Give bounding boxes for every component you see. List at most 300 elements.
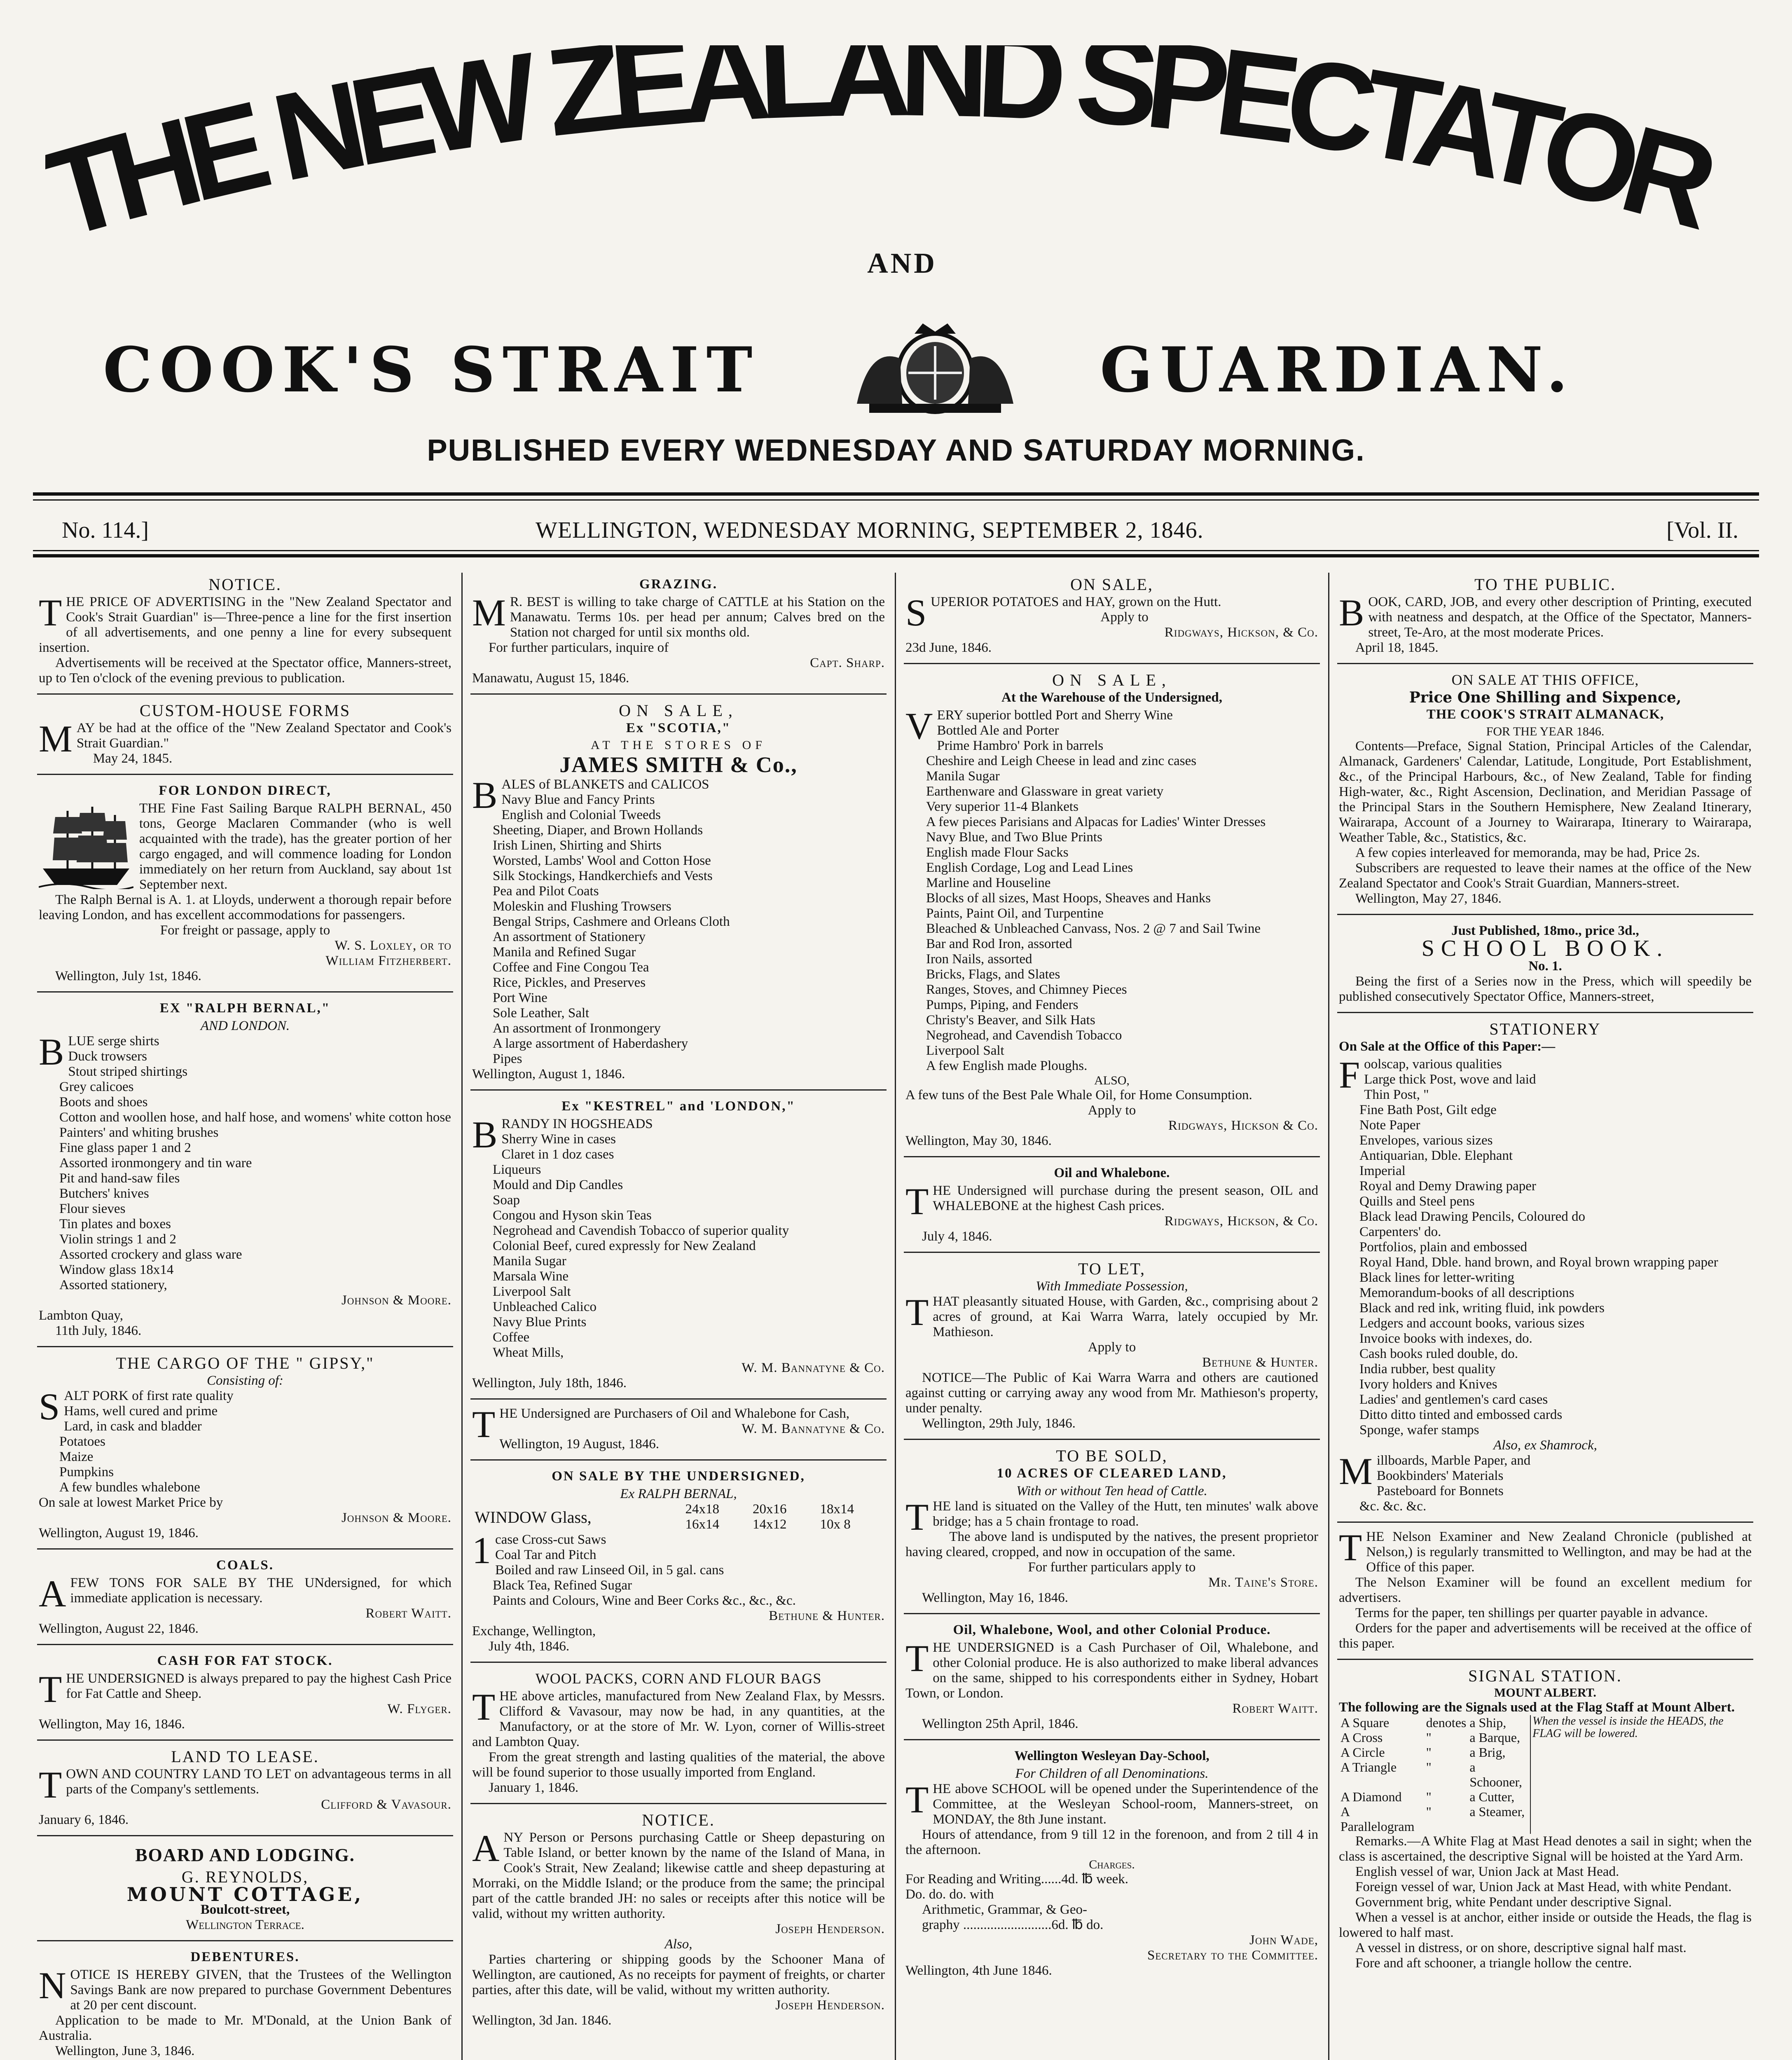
ad-apply: For freight or passage, apply to xyxy=(160,923,330,938)
list-item: Christy's Beaver, and Silk Hats xyxy=(926,1013,1095,1028)
ad-oil-purchasers xyxy=(470,1404,887,1461)
signal-shape: A Square xyxy=(1340,1715,1390,1730)
list-item: Cotton and woollen hose, and half hose, and womens' white cotton hose xyxy=(59,1110,451,1125)
ad-date: Wellington, June 3, 1846. xyxy=(55,2044,195,2058)
ad-wool-packs xyxy=(470,1667,887,1804)
list-item: Ladies' and gentlemen's card cases xyxy=(1359,1392,1548,1407)
list-item: Hams, well cured and prime xyxy=(64,1404,218,1419)
ad-heading: FOR LONDON DIRECT, xyxy=(159,783,332,798)
list-item: Marsala Wine xyxy=(493,1269,569,1284)
column-4 xyxy=(1337,573,1753,2060)
title-text: HE NEW ZEALAND SPECTATOR xyxy=(94,45,1733,243)
item-list xyxy=(472,1114,885,1360)
list-item: Paints and Colours, Wine and Beer Corks &c., &c., &c. xyxy=(493,1593,796,1608)
ad-body: THE Undersigned will purchase during the present season, OIL and WHALEBONE at the highest Cash prices. xyxy=(905,1180,1318,1222)
list-item: Carpenters' do. xyxy=(1359,1224,1441,1239)
list-item: Colonial Beef, cured expressly for New Zealand xyxy=(493,1238,756,1253)
ad-signature: Robert Waitt. xyxy=(1232,1701,1318,1716)
list-item: A few bundles whalebone xyxy=(59,1480,200,1495)
ad-body: The following are the Signals used at the Flag Staff at Mount Albert. xyxy=(1339,1700,1735,1715)
ad-year: FOR THE YEAR 1846. xyxy=(1486,725,1605,738)
ad-heading: Oil and Whalebone. xyxy=(1054,1166,1170,1180)
list-item: Quills and Steel pens xyxy=(1359,1194,1475,1209)
list-item: Sponge, wafer stamps xyxy=(1359,1423,1479,1437)
list-item: Pumpkins xyxy=(59,1465,114,1479)
ad-body: The above land is undisputed by the natives, the present proprietor having cleared, cropped, and now in occupation of the same. xyxy=(905,1529,1318,1559)
ad-london-direct xyxy=(37,779,453,993)
column-divider xyxy=(1328,573,1329,2060)
ad-heading: CUSTOM-HOUSE FORMS xyxy=(139,701,351,720)
item-list xyxy=(39,1388,452,1495)
signal-meaning: a Schooner, xyxy=(1469,1760,1522,1789)
list-item: Worsted, Lambs' Wool and Cotton Hose xyxy=(493,853,711,868)
ad-charges: Charges. xyxy=(1089,1858,1135,1871)
list-item: English Cordage, Log and Lead Lines xyxy=(926,860,1133,875)
ad-body: THE PRICE OF ADVERTISING in the "New Zealand Spectator and Cook's Strait Guardian" is—Three-pence a line for the first insertion of all advertisements, and one penny a line for every subsequent insertion. xyxy=(39,592,452,655)
ad-also: ALSO, xyxy=(1094,1074,1130,1087)
ad-on-sale-undersigned xyxy=(470,1465,887,1663)
list-item: Silk Stockings, Handkerchiefs and Vests xyxy=(493,868,713,883)
list-item: Manila Sugar xyxy=(926,769,1000,784)
ad-oil-whalebone xyxy=(904,1161,1320,1253)
list-item: Iron Nails, assorted xyxy=(926,952,1032,967)
ad-heading: TO THE PUBLIC. xyxy=(1474,575,1616,594)
ad-body: A few copies interleaved for memoranda, may be had, Price 2s. xyxy=(1355,845,1700,860)
ad-land-lease xyxy=(37,1745,453,1836)
ad-firm: JAMES SMITH & Co., xyxy=(559,752,798,777)
list-item: Bengal Strips, Cashmere and Orleans Cloth xyxy=(493,914,730,929)
ad-apply: Apply to xyxy=(1088,1103,1136,1118)
item-list xyxy=(472,774,885,1067)
dateline-rule-2 xyxy=(33,554,1759,557)
signal-word: " xyxy=(1426,1789,1432,1804)
ad-signature: Johnson & Moore. xyxy=(341,1293,452,1308)
ad-house: MOUNT COTTAGE, xyxy=(126,1883,364,1906)
ad-date: July 4, 1846. xyxy=(922,1229,992,1244)
list-item: India rubber, best quality xyxy=(1359,1362,1496,1376)
svg-text:THE NEW ZEALAND SPECTATOR xyxy=(45,45,1732,243)
ad-heading: TO BE SOLD, xyxy=(1056,1447,1168,1465)
ad-date: Wellington, 3d Jan. 1846. xyxy=(472,2013,612,2028)
ad-signature: Bethune & Hunter. xyxy=(1202,1355,1318,1370)
ad-body: NOTICE IS HEREBY GIVEN, that the Trustees of the Wellington Savings Bank are now prepared to purchase Government Debentures at 20 per cent discount. xyxy=(39,1964,452,2013)
ad-body: On sale at lowest Market Price by xyxy=(39,1495,223,1510)
ad-name: G. REYNOLDS, xyxy=(181,1868,309,1886)
list-item: Paints, Paint Oil, and Turpentine xyxy=(926,906,1104,921)
sailing-ship-icon xyxy=(39,803,133,889)
glass-size: 18x14 xyxy=(820,1502,854,1517)
glass-size: 14x12 xyxy=(753,1517,787,1532)
ad-date: Wellington, May 16, 1846. xyxy=(39,1717,185,1732)
list-item: Black and red ink, writing fluid, ink powders xyxy=(1359,1301,1605,1316)
ad-heading: GRAZING. xyxy=(639,577,718,592)
ad-body: TOWN AND COUNTRY LAND TO LET on advantageous terms in all parts of the Company's settlements. xyxy=(39,1764,452,1806)
ad-date: Wellington, 4th June 1846. xyxy=(905,1963,1052,1978)
list-item: VERY superior bottled Port and Sherry Wine xyxy=(905,705,1173,747)
list-item: Lard, in cask and bladder xyxy=(64,1419,202,1434)
ad-heading: SIGNAL STATION. xyxy=(1468,1667,1622,1685)
list-item: Liqueurs xyxy=(493,1162,541,1177)
signal-meaning: a Cutter, xyxy=(1469,1789,1515,1804)
signal-shape: A Parallelogram xyxy=(1340,1804,1415,1834)
list-item: Cheshire and Leigh Cheese in lead and zinc cases xyxy=(926,754,1197,768)
ad-colonial-produce xyxy=(904,1618,1320,1740)
ad-body: Subscribers are requested to leave their names at the office of the New Zealand Spectator and Cook's Strait Guardian, Manners-street. xyxy=(1339,861,1752,891)
list-item: Large thick Post, wove and laid xyxy=(1364,1072,1536,1087)
ad-heading: ON SALE, xyxy=(1070,575,1153,594)
ad-heading: Wellington Wesleyan Day-School, xyxy=(1014,1749,1209,1763)
ad-advertising-notice xyxy=(37,573,453,695)
ad-place: Exchange, Wellington, xyxy=(472,1624,596,1639)
ad-to-the-public xyxy=(1337,573,1753,664)
list-item: Bookbinders' Materials xyxy=(1376,1468,1504,1483)
ad-also: Also, ex Shamrock, xyxy=(1493,1438,1597,1453)
masthead xyxy=(0,0,1792,482)
list-item: Black lead Drawing Pencils, Coloured do xyxy=(1359,1209,1586,1224)
ad-to-let xyxy=(904,1257,1320,1440)
list-item: Foolscap, various qualities xyxy=(1339,1054,1502,1096)
ad-heading: Ex "KESTREL" and 'LONDON," xyxy=(561,1099,795,1114)
list-item: Boots and shoes xyxy=(59,1095,148,1110)
list-item: Mould and Dip Candles xyxy=(493,1177,623,1192)
ad-to-be-sold xyxy=(904,1444,1320,1614)
list-item: BRANDY IN HOGSHEADS xyxy=(472,1114,653,1156)
item-list xyxy=(905,705,1318,1074)
list-item: Flour sieves xyxy=(59,1201,126,1216)
ad-board-lodging xyxy=(37,1840,453,1941)
list-item: Stout striped shirtings xyxy=(68,1064,188,1079)
ad-body: THE above SCHOOL will be opened under the Superintendence of the Committee, at the Wesleyan School-room, Manners-street, on MONDAY, the 8th June instant. xyxy=(905,1779,1318,1827)
list-item: Envelopes, various sizes xyxy=(1359,1133,1493,1148)
ad-heading: ON SALE, xyxy=(619,701,738,720)
ad-title: SCHOOL BOOK. xyxy=(1421,936,1669,961)
signal-meaning: a Brig, xyxy=(1469,1745,1506,1760)
list-item: Coal Tar and Pitch xyxy=(495,1547,597,1562)
ad-subheading: On Sale at the Office of this Paper:— xyxy=(1339,1039,1556,1054)
ad-date: Wellington, August 19, 1846. xyxy=(39,1526,199,1540)
list-item: Duck trowsers xyxy=(68,1049,147,1064)
list-item: Navy Blue and Fancy Prints xyxy=(501,792,655,807)
ad-body: MAY be had at the office of the "New Zealand Spectator and Cook's Strait Guardian." xyxy=(39,718,452,760)
glass-size: 24x18 xyxy=(685,1502,720,1517)
ad-henderson-notice xyxy=(470,1808,887,2036)
ad-grazing xyxy=(470,573,887,695)
list-item: Assorted ironmongery and tin ware xyxy=(59,1156,252,1170)
list-item: Fine Bath Post, Gilt edge xyxy=(1359,1103,1497,1117)
signal-shape: A Circle xyxy=(1340,1745,1385,1760)
list-item: Painters' and whiting brushes xyxy=(59,1125,219,1140)
dateline xyxy=(49,517,1743,550)
ad-heading: CASH FOR FAT STOCK. xyxy=(157,1653,333,1668)
item-list xyxy=(472,1529,885,1608)
signal-row xyxy=(1339,1715,1752,1730)
list-item: Manila Sugar xyxy=(493,1254,566,1269)
list-item: Ditto ditto tinted and embossed cards xyxy=(1359,1407,1563,1422)
ad-title: THE COOK'S STRAIT ALMANACK, xyxy=(1426,707,1664,722)
ad-body: Foreign vessel of war, Union Jack at Mast Head, with white Pendant. xyxy=(1355,1880,1732,1894)
ad-body: THE Undersigned are Purchasers of Oil and Whalebone for Cash, xyxy=(472,1403,850,1445)
ad-body: THE above articles, manufactured from New Zealand Flax, by Messrs. Clifford & Vavasour, may now be had, in any quantities, at the Manufactory, or at the store of Mr. W. Lyon, corner of Willis-street and Lambton Quay. xyxy=(472,1686,885,1749)
ad-body: A vessel in distress, or on shore, descriptive signal half mast. xyxy=(1355,1941,1687,1955)
ad-signature: Secretary to the Committee. xyxy=(1147,1948,1318,1963)
issue-date: WELLINGTON, WEDNESDAY MORNING, SEPTEMBER 2, 1846. xyxy=(536,517,1204,543)
ad-body: English vessel of war, Union Jack at Mast Head. xyxy=(1355,1864,1619,1879)
ad-body: The Ralph Bernal is A. 1. at Lloyds, underwent a thorough repair before leaving London, and has excellent accommodations for passengers. xyxy=(39,892,452,922)
ad-date: January 1, 1846. xyxy=(489,1780,579,1795)
ad-body: For further particulars apply to xyxy=(1028,1560,1196,1575)
ad-scotia xyxy=(470,699,887,1091)
list-item: Butchers' knives xyxy=(59,1186,149,1201)
ad-subheading: Ex "SCOTIA," xyxy=(626,721,731,735)
list-item: Navy Blue Prints xyxy=(493,1315,587,1330)
ad-place: Lambton Quay, xyxy=(39,1308,123,1323)
list-item: Manila and Refined Sugar xyxy=(493,945,636,960)
signal-shape: A Diamond xyxy=(1340,1789,1402,1804)
ad-signature: William Fitzherbert. xyxy=(325,953,452,968)
list-item: Marline and Houseline xyxy=(926,876,1051,890)
item-list xyxy=(39,1031,452,1293)
ad-date: Wellington, 29th July, 1846. xyxy=(922,1416,1076,1431)
ad-warehouse xyxy=(904,668,1320,1157)
ad-heading: TO LET, xyxy=(1078,1259,1146,1278)
signal-word: denotes xyxy=(1426,1715,1467,1730)
ad-stationery xyxy=(1337,1017,1753,1523)
list-item: Royal and Demy Drawing paper xyxy=(1359,1179,1536,1194)
list-item: Pasteboard for Bonnets xyxy=(1376,1484,1504,1498)
issue-number: No. 114.] xyxy=(62,517,149,543)
ad-fee-row: For Reading and Writing......4d. ℔ week. xyxy=(905,1872,1129,1887)
list-item: Black Tea, Refined Sugar xyxy=(493,1578,632,1593)
list-item: Soap xyxy=(493,1193,520,1208)
list-item: Wheat Mills, xyxy=(493,1345,564,1360)
volume-number: [Vol. II. xyxy=(1666,517,1738,543)
ad-coals xyxy=(37,1554,453,1645)
list-item: 1case Cross-cut Saws xyxy=(472,1529,606,1571)
list-item: An assortment of Stationery xyxy=(493,929,646,944)
ad-signature: Ridgways, Hickson, & Co. xyxy=(1164,625,1318,640)
list-item: English made Flour Sacks xyxy=(926,845,1069,860)
list-item: Bottled Ale and Porter xyxy=(937,723,1059,738)
list-item: Pea and Pilot Coats xyxy=(493,884,599,899)
list-item: Claret in 1 doz cases xyxy=(501,1147,614,1162)
ad-body: Being the first of a Series now in the Press, which will speedily be published consecutively Spectator Office, Manners-street, xyxy=(1339,974,1752,1004)
ad-subheading: For Children of all Denominations. xyxy=(1015,1766,1209,1781)
list-item: SALT PORK of first rate quality xyxy=(39,1386,234,1428)
list-item: Bricks, Flags, and Slates xyxy=(926,967,1060,982)
ad-heading: BOARD AND LODGING. xyxy=(135,1845,355,1865)
title-arc xyxy=(45,45,1747,243)
ad-date: Wellington, May 30, 1846. xyxy=(905,1133,1052,1148)
ad-subheading: At the Warehouse of the Undersigned, xyxy=(1001,690,1222,705)
ad-kestrel xyxy=(470,1095,887,1400)
ad-body: Application to be made to Mr. M'Donald, at the Union Bank of Australia. xyxy=(39,2013,452,2043)
ad-fee-row: graphy ..........................6d. ℔ do. xyxy=(922,1917,1104,1932)
ad-date: Wellington, July 18th, 1846. xyxy=(472,1376,627,1390)
ad-heading: ON SALE AT THIS OFFICE, xyxy=(1451,672,1639,688)
ad-body: The Nelson Examiner will be found an excellent medium for advertisers. xyxy=(1339,1575,1752,1605)
list-item: A few English made Ploughs. xyxy=(926,1058,1088,1073)
ad-apply: Apply to xyxy=(1100,610,1149,625)
signal-word: " xyxy=(1426,1804,1432,1819)
columns xyxy=(37,573,1755,2060)
list-item: Bar and Rod Iron, assorted xyxy=(926,936,1072,951)
ad-date: Wellington, May 27, 1846. xyxy=(1355,891,1502,906)
ad-body: Parties chartering or shipping goods by the Schooner Mana of Wellington, are cautioned, As no receipts for payment of freights, or charter parties, after this date, will be valid, without my written authority. xyxy=(472,1952,885,1997)
glass-label: WINDOW Glass, xyxy=(475,1508,592,1526)
signal-word: " xyxy=(1426,1730,1432,1745)
glass-size: 16x14 xyxy=(685,1517,720,1532)
column-3 xyxy=(904,573,1320,2060)
ad-date: Wellington, August 1, 1846. xyxy=(472,1067,625,1082)
ad-body: THE Nelson Examiner and New Zealand Chronicle (published at Nelson,) is regularly transmitted to Wellington, and may be had at the Office of this paper. xyxy=(1339,1526,1752,1575)
signal-word: " xyxy=(1426,1760,1432,1774)
ad-date: January 6, 1846. xyxy=(39,1812,129,1827)
ad-signature: Robert Waitt. xyxy=(365,1606,452,1621)
signal-shape: A Triangle xyxy=(1340,1760,1397,1774)
ad-heading: Oil, Whalebone, Wool, and other Colonial Produce. xyxy=(953,1622,1271,1637)
ad-body: THE UNDERSIGNED is always prepared to pay the highest Cash Price for Fat Cattle and Sheep. xyxy=(39,1668,452,1710)
item-list xyxy=(1339,1054,1752,1438)
list-item: Irish Linen, Shirting and Shirts xyxy=(493,838,662,853)
list-item: Ranges, Stoves, and Chimney Pieces xyxy=(926,982,1127,997)
ad-subheading: With Immediate Possession, xyxy=(1036,1279,1188,1294)
ad-body: Hours of attendance, from 9 till 12 in the forenoon, and from 2 till 4 in the afternoon. xyxy=(905,1827,1318,1857)
list-item: Window glass 18x14 xyxy=(59,1262,174,1277)
signal-meaning: a Steamer, xyxy=(1469,1804,1525,1819)
list-item: Ledgers and account books, various sizes xyxy=(1359,1316,1585,1331)
column-divider xyxy=(895,573,896,2060)
ad-at: AT THE STORES OF xyxy=(591,738,766,752)
ad-date: 11th July, 1846. xyxy=(55,1323,142,1338)
ad-body: From the great strength and lasting qualities of the material, the above will be found superior to those usually imported from England. xyxy=(472,1750,885,1780)
ad-signature: Mr. Taine's Store. xyxy=(1208,1575,1318,1590)
ad-body: SUPERIOR POTATOES and HAY, grown on the Hutt. xyxy=(905,592,1221,634)
list-item: Navy Blue, and Two Blue Prints xyxy=(926,830,1102,845)
list-item: &c. &c. &c. xyxy=(1359,1499,1427,1514)
signal-table xyxy=(1339,1715,1752,1834)
ad-signature: Johnson & Moore. xyxy=(341,1510,452,1525)
list-item: Sherry Wine in cases xyxy=(501,1132,616,1147)
list-item: Liverpool Salt xyxy=(493,1284,571,1299)
item-list xyxy=(1339,1450,1752,1514)
ad-heading: WOOL PACKS, CORN AND FLOUR BAGS xyxy=(535,1670,822,1687)
masthead-rule-thin xyxy=(33,499,1759,501)
ad-almanack xyxy=(1337,668,1753,915)
ad-heading: STATIONERY xyxy=(1489,1020,1601,1038)
ad-signal-station xyxy=(1337,1664,1753,1978)
list-item: English and Colonial Tweeds xyxy=(501,808,661,822)
list-item: Portfolios, plain and embossed xyxy=(1359,1240,1527,1255)
list-item: Unbleached Calico xyxy=(493,1299,597,1314)
ad-body: Fore and aft schooner, a triangle hollow the centre. xyxy=(1355,1956,1632,1971)
list-item: Imperial xyxy=(1359,1163,1406,1178)
ad-heading: THE CARGO OF THE " GIPSY," xyxy=(116,1354,374,1372)
signal-meaning: a Barque, xyxy=(1469,1730,1520,1745)
ad-price: Price One Shilling and Sixpence, xyxy=(1409,689,1682,706)
ad-body: Government brig, white Pendant under descriptive Signal. xyxy=(1355,1895,1672,1910)
ad-body: THE Fine Fast Sailing Barque RALPH BERNAL, 450 tons, George Maclaren Commander (who is well acquainted with the trade), has the greater portion of her cargo engaged, and will commence loading for London immediately on her return from Auckland, say about 1st September next. xyxy=(139,801,452,892)
ad-body: Remarks.—A White Flag at Mast Head denotes a sail in sight; when the class is ascertained, the descriptive Signal will be hoisted at the Yard Arm. xyxy=(1339,1834,1752,1864)
list-item: Liverpool Salt xyxy=(926,1043,1004,1058)
ad-potatoes xyxy=(904,573,1320,664)
ad-date: Wellington, 19 August, 1846. xyxy=(499,1437,660,1451)
ad-date: Wellington, July 1st, 1846. xyxy=(55,969,201,983)
newspaper-title xyxy=(45,45,1747,243)
ad-body: When a vessel is at anchor, either inside or outside the Heads, the flag is lowered to half mast. xyxy=(1339,1910,1752,1940)
list-item: Earthenware and Glassware in great variety xyxy=(926,784,1164,799)
masthead-rule-top xyxy=(33,492,1759,496)
list-item: Port Wine xyxy=(493,990,547,1005)
dateline-rule-1 xyxy=(33,550,1759,551)
glass-table xyxy=(472,1502,885,1532)
list-item: Moleskin and Flushing Trowsers xyxy=(493,899,671,914)
ad-body: AFEW TONS FOR SALE BY THE UNdersigned, for which immediate application is necessary. xyxy=(39,1573,452,1615)
ad-signature: Bethune & Hunter. xyxy=(769,1608,885,1623)
ad-school-book xyxy=(1337,919,1753,1013)
ad-signature: W. M. Bannatyne & Co. xyxy=(742,1421,885,1436)
ad-signature: W. S. Loxley, or to xyxy=(335,938,452,953)
ad-fee-row: Do. do. do. with xyxy=(905,1887,994,1902)
list-item: Blocks of all sizes, Mast Hoops, Sheaves and Hanks xyxy=(926,891,1211,906)
list-item: Antiquarian, Dble. Elephant xyxy=(1359,1148,1513,1163)
list-item: Invoice books with indexes, do. xyxy=(1359,1331,1532,1346)
publication-schedule: PUBLISHED EVERY WEDNESDAY AND SATURDAY MORNING. xyxy=(427,433,1365,467)
list-item: Bleached & Unbleached Canvass, Nos. 2 @ 7 and Sail Twine xyxy=(926,921,1261,936)
ad-body: Orders for the paper and advertisements will be received at the office of this paper. xyxy=(1339,1621,1752,1651)
list-item: Pumps, Piping, and Fenders xyxy=(926,997,1078,1012)
list-item: Tin plates and boxes xyxy=(59,1217,171,1231)
ad-date: Manawatu, August 15, 1846. xyxy=(472,671,629,686)
signal-meaning: a Ship, xyxy=(1469,1715,1507,1730)
list-item: Pipes xyxy=(493,1051,522,1066)
ad-body: For further particulars, inquire of xyxy=(489,640,669,655)
list-item: Fine glass paper 1 and 2 xyxy=(59,1140,191,1155)
ad-signature: Ridgways, Hickson & Co. xyxy=(1168,1118,1318,1133)
ad-subheading: 10 ACRES OF CLEARED LAND, xyxy=(997,1466,1227,1481)
list-item: Very superior 11-4 Blankets xyxy=(926,799,1078,814)
ad-date: July 4th, 1846. xyxy=(489,1639,570,1654)
royal-crest-icon xyxy=(807,321,1063,416)
ad-signature: Capt. Sharp. xyxy=(810,655,885,670)
ad-signature: Clifford & Vavasour. xyxy=(321,1797,452,1812)
ad-body: NOTICE—The Public of Kai Warra Warra and others are cautioned against cutting or carrying away any wood from Mr. Mathieson's property, under penalty. xyxy=(905,1370,1318,1416)
ad-heading: ON SALE BY THE UNDERSIGNED, xyxy=(552,1469,805,1484)
list-item: A large assortment of Haberdashery xyxy=(493,1036,688,1051)
list-item: Sole Leather, Salt xyxy=(493,1006,590,1021)
glass-size: 20x16 xyxy=(753,1502,787,1517)
column-1 xyxy=(37,573,453,2060)
ad-street: Boulcott-street, xyxy=(200,1902,290,1917)
list-item: Prime Hambro' Pork in barrels xyxy=(937,738,1104,753)
list-item: Violin strings 1 and 2 xyxy=(59,1232,177,1247)
ad-signature: Joseph Henderson. xyxy=(775,1922,885,1936)
ad-body: ANY Person or Persons purchasing Cattle or Sheep depasturing on Table Island, or better known by the name of the Island of Mana, in Cook's Strait, New Zealand; likewise cattle and sheep depasturing at Morraki, on the Middle Island; or the produce from the same; the principal part of the cattle branded JH: no sales or receipts after this notice will be valid, without my written authority. xyxy=(472,1827,885,1921)
list-item: Coffee and Fine Congou Tea xyxy=(493,960,649,975)
list-item: BALES of BLANKETS and CALICOS xyxy=(472,774,709,816)
masthead-and: AND xyxy=(867,248,937,279)
ad-date: Wellington, August 22, 1846. xyxy=(39,1621,199,1636)
ad-body: THE land is situated on the Valley of the Hutt, ten minutes' walk above bridge; has a 5 chain frontage to road. xyxy=(905,1496,1318,1538)
list-item: Memorandum-books of all descriptions xyxy=(1359,1285,1574,1300)
list-item: An assortment of Ironmongery xyxy=(493,1021,661,1036)
ad-ralph-bernal xyxy=(37,997,453,1347)
ad-body: BOOK, CARD, JOB, and every other description of Printing, executed with neatness and despatch, at the Office of the Spectator, Manners-street, Te-Aro, at the most moderate Prices. xyxy=(1339,592,1752,640)
ad-nelson-examiner xyxy=(1337,1527,1753,1660)
ad-body: MR. BEST is willing to take charge of CATTLE at his Station on the Manawatu. Terms 10s. per head per annum; Calves bred on the Station not charged for until six months old. xyxy=(472,592,885,640)
signal-note: When the vessel is inside the HEADS, the FLAG will be lowered. xyxy=(1530,1715,1752,1834)
list-item: Negrohead and Cavendish Tobacco of superior quality xyxy=(493,1223,789,1238)
ad-heading: NOTICE. xyxy=(642,1811,715,1829)
